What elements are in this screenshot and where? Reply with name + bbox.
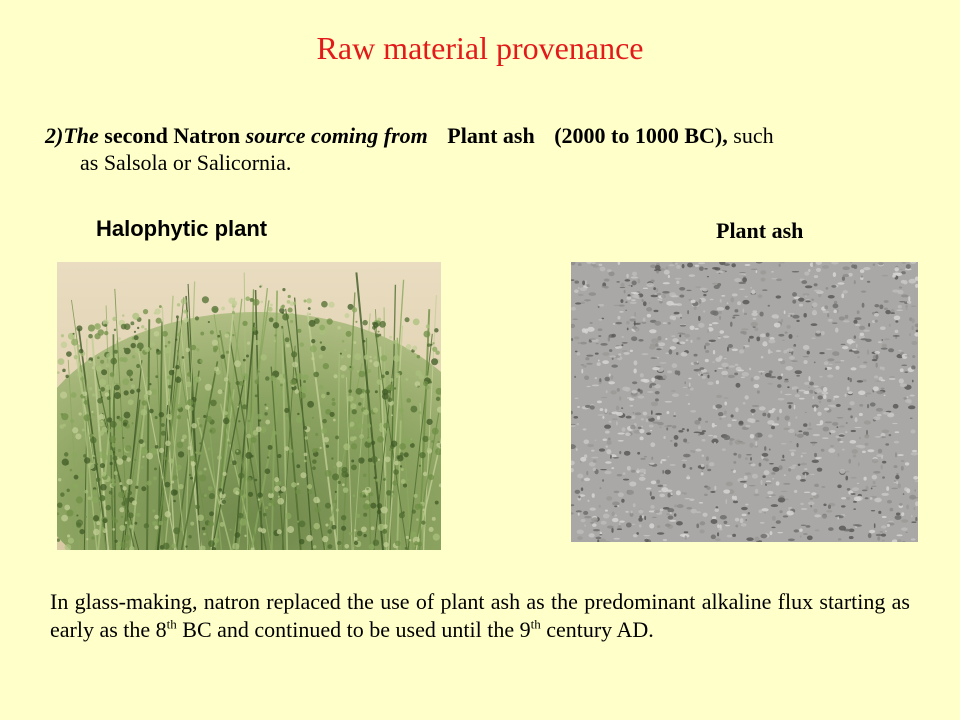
- caption-halophytic-plant: Halophytic plant: [96, 216, 268, 241]
- point-continuation: as Salsola or Salicornia.: [80, 150, 292, 175]
- point-the: The: [63, 123, 99, 148]
- point-date-range: (2000 to 1000 BC),: [554, 123, 728, 148]
- point-source-coming-from: source coming from: [245, 123, 428, 148]
- plant-image: [57, 262, 441, 550]
- halophytic-plant-photo: [57, 262, 441, 550]
- footnote-text: [50, 588, 910, 644]
- footnote-sup1: th: [166, 616, 177, 632]
- ash-image: [571, 262, 918, 542]
- slide-title: Raw material provenance: [316, 30, 644, 66]
- bullet-point: [45, 122, 945, 176]
- point-such: such: [733, 123, 774, 148]
- footnote-sup2: th: [530, 616, 541, 632]
- point-second-natron: second Natron: [104, 123, 241, 148]
- point-plant-ash: Plant ash: [447, 123, 535, 148]
- footnote-part3: century AD.: [540, 617, 654, 642]
- footnote-part1: In glass-making, natron replaced the use of plant ash as the predominant alkaline flux starting as early as the 8: [50, 589, 910, 642]
- caption-plant-ash: Plant ash: [716, 218, 804, 243]
- point-number: 2): [45, 123, 64, 148]
- footnote-part2: BC and continued to be used until the 9: [176, 617, 531, 642]
- plant-ash-photo: [571, 262, 918, 542]
